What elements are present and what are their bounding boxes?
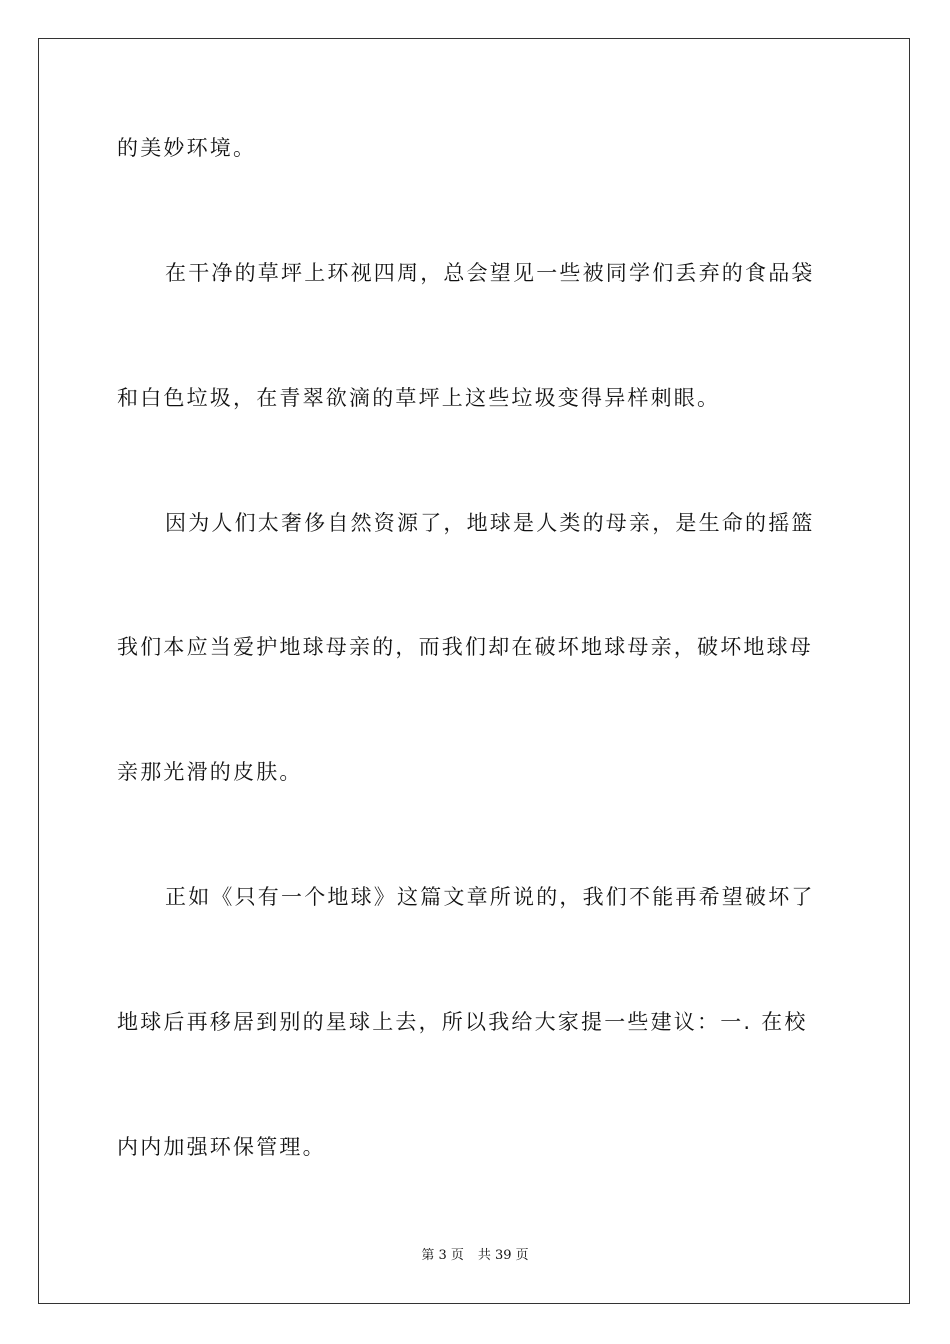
paragraph-1-line-2: 和白色垃圾，在青翠欲滴的草坪上这些垃圾变得异样刺眼。 [117,386,721,410]
paragraph-3-line-1: 正如《只有一个地球》这篇文章所说的，我们不能再希望破坏了 [165,885,815,909]
paragraph-3-line-2: 地球后再移居到别的星球上去，所以我给大家提一些建议：一. 在校 [117,1010,808,1034]
paragraph-1-line-1: 在干净的草坪上环视四周，总会望见一些被同学们丢弃的食品袋 [165,261,815,285]
paragraph-2-line-2: 我们本应当爱护地球母亲的，而我们却在破坏地球母亲，破坏地球母 [117,635,813,659]
page-number: 第 3 页 [421,1248,464,1263]
paragraph-3-line-3: 内内加强环保管理。 [117,1135,326,1159]
paragraph-2-line-3: 亲那光滑的皮肤。 [117,760,303,784]
paragraph-2-line-1: 因为人们太奢侈自然资源了，地球是人类的母亲，是生命的摇篮 [165,511,815,535]
page-frame [38,38,910,1304]
page-footer [0,1247,950,1265]
page-total: 共 39 页 [477,1248,529,1263]
text-line-1: 的美妙环境。 [117,136,257,160]
